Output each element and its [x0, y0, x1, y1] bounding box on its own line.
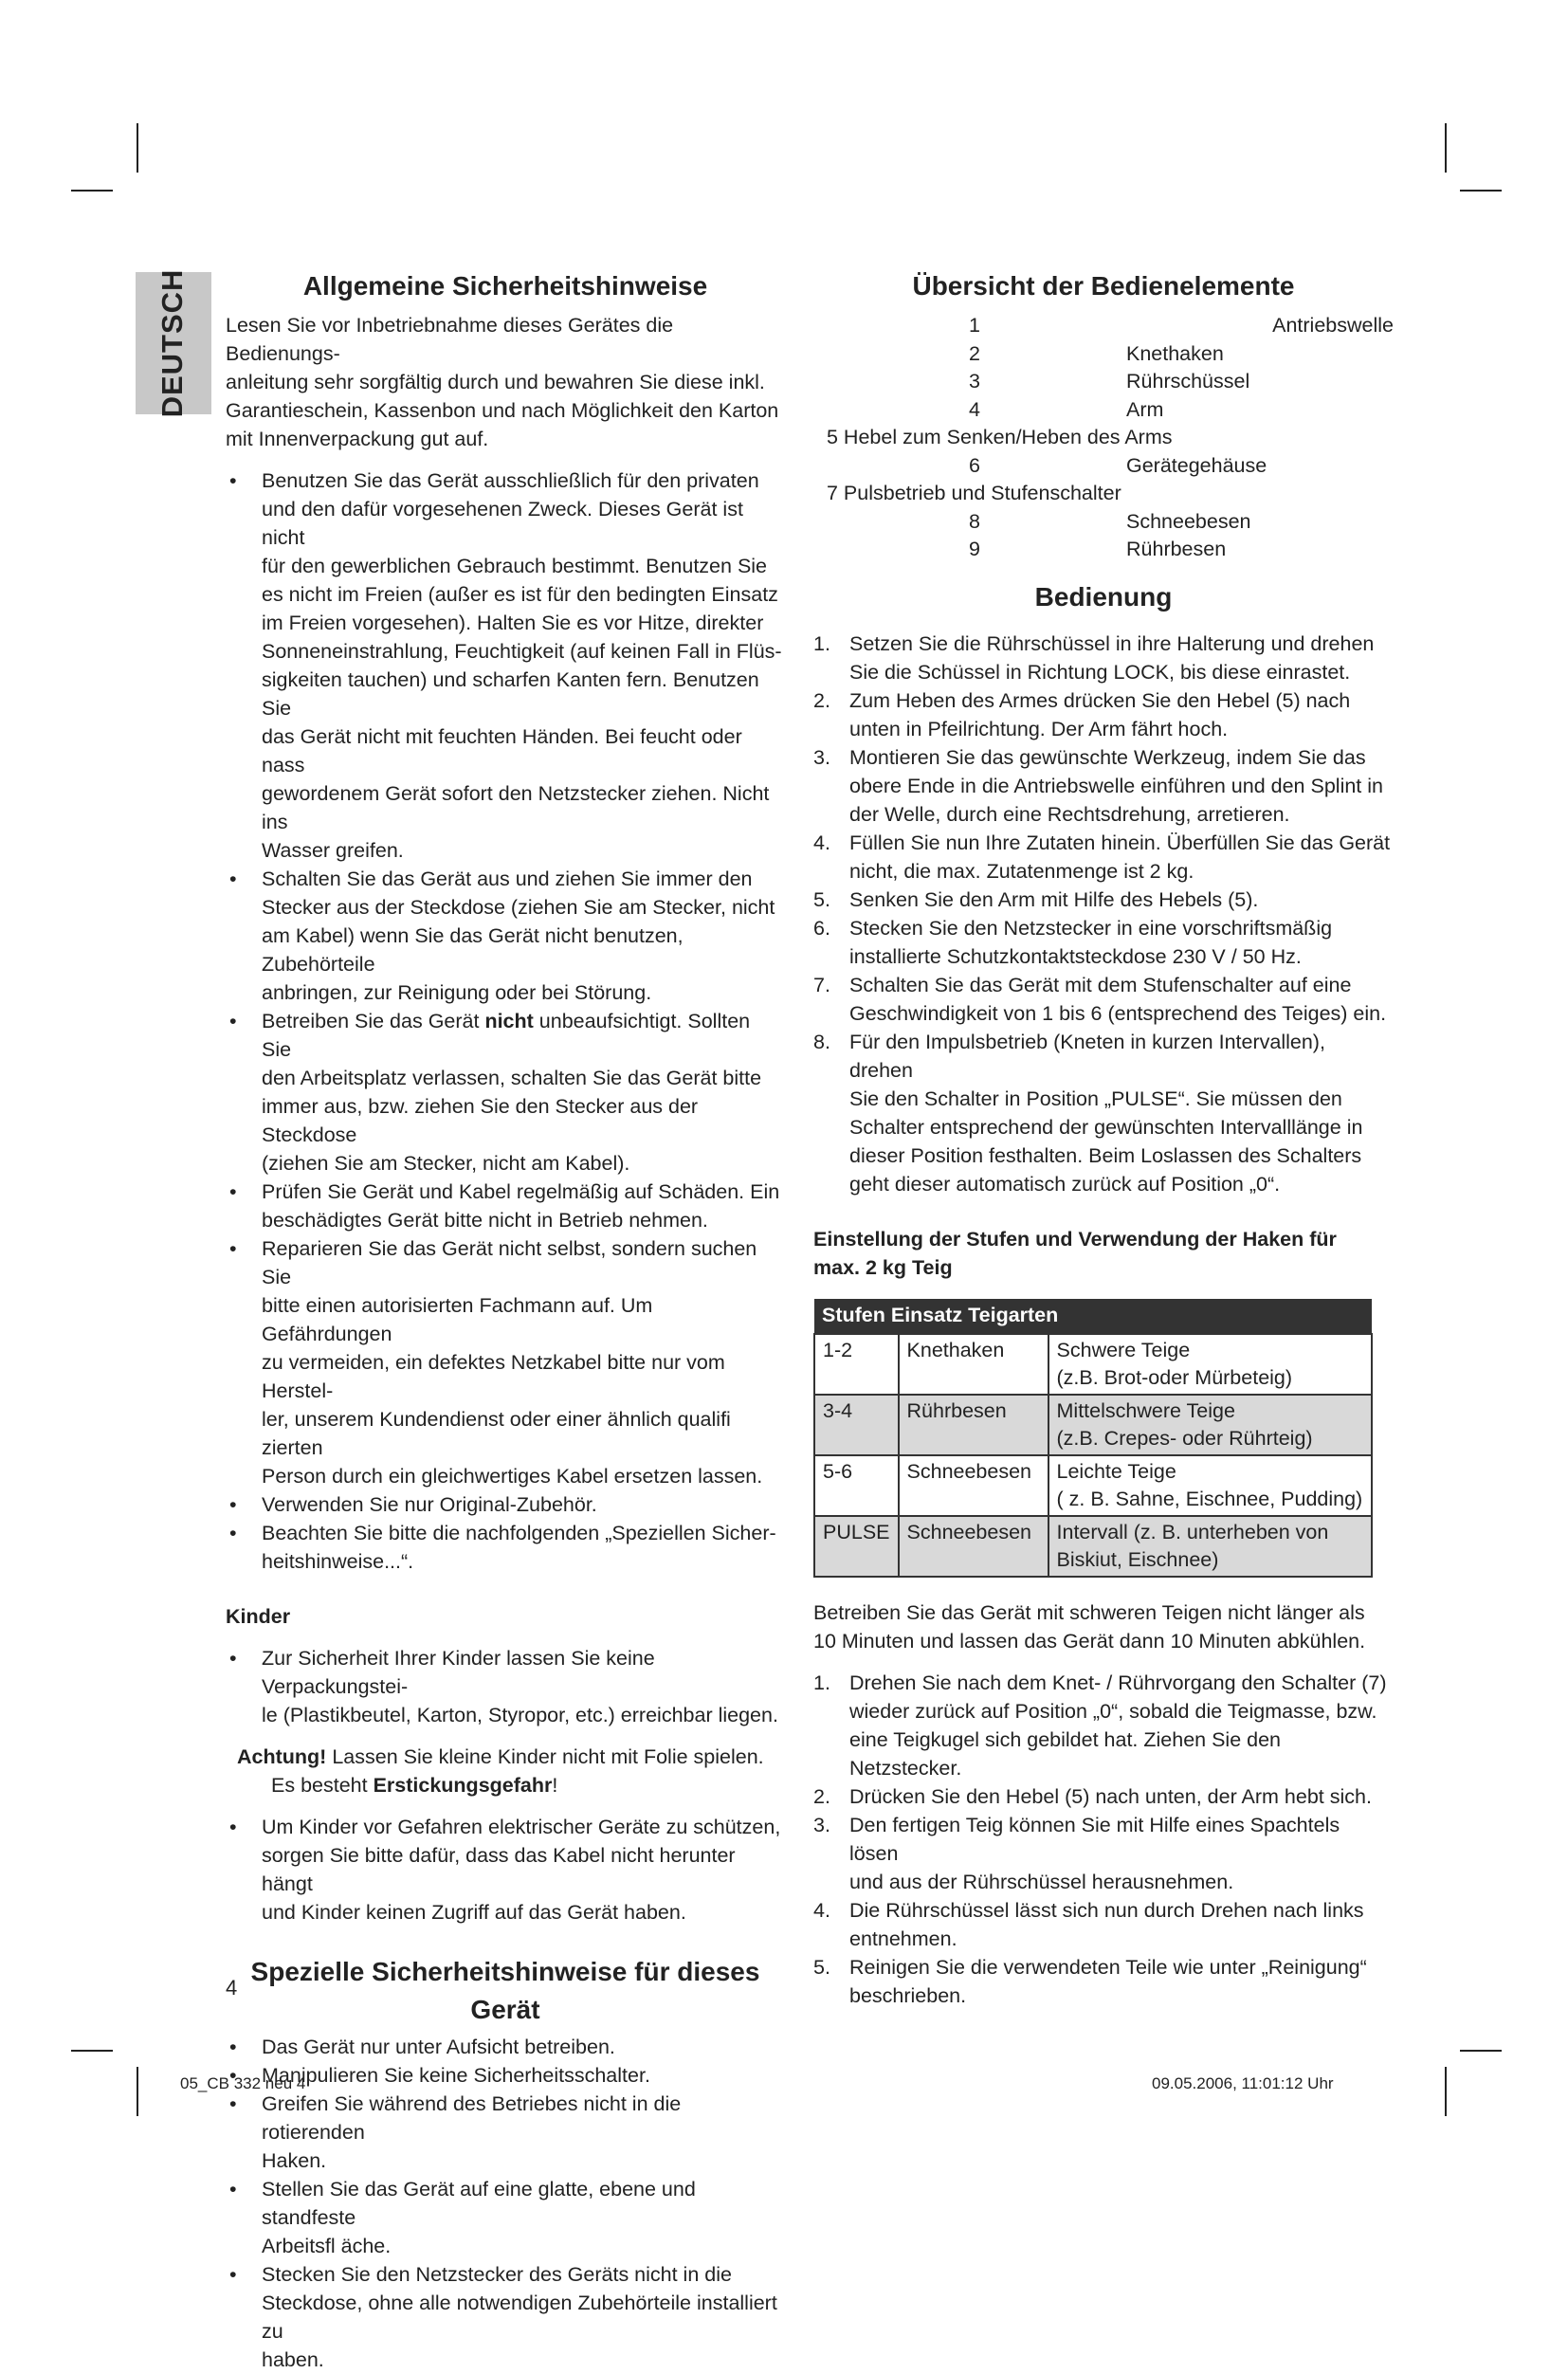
kinder-bullets — [226, 1644, 785, 1729]
overview-item: 8 Schneebesen — [969, 509, 1251, 533]
section-title-bedienung: Bedienung — [1034, 581, 1173, 612]
overview-item: 4 Arm — [969, 397, 1164, 421]
list-item: 2. Drücken Sie den Hebel (5) nach unten, der Arm hebt sich. — [813, 1784, 1372, 1808]
crop-mark — [1445, 2067, 1447, 2116]
list-item: 5. Reinigen Sie die verwendeten Teile wie unter „Reinigung“ beschrieben. — [813, 1955, 1367, 2007]
overview-item: 9 Rührbesen — [969, 538, 1227, 560]
section-title-special: Spezielle Sicherheitshinweise für dieses Gerät — [250, 1957, 760, 2024]
list-item: • Reparieren Sie das Gerät nicht selbst, sondern suchen Sie bitte einen autorisierten Fachmann auf. Um Gefährdungen zu vermeiden, ein defektes Netzkabel bitte nur vom Herstel- ler, unserem Kundendienst oder einer ähnlich qualifi zierten Person durch ein gleichwertiges Kabel ersetzen lassen. — [226, 1234, 785, 1490]
left-column — [226, 267, 785, 2374]
list-item: • Stecken Sie den Netzstecker des Geräts nicht in die Steckdose, ohne alle notwendigen Zubehörteile installiert zu haben. — [226, 2260, 785, 2374]
overview-item: 2 Knethaken — [969, 341, 1224, 365]
list-item: 4. Die Rührschüssel lässt sich nun durch Drehen nach links entnehmen. — [813, 1898, 1364, 1950]
footer-timestamp: 09.05.2006, 11:01:12 Uhr — [1152, 2074, 1334, 2092]
table-row: 1-2 Knethaken Schwere Teige (z.B. Brot-oder Mürbeteig) — [814, 1334, 1372, 1395]
language-tab-label: DEUTSCH — [155, 268, 189, 418]
list-item: 3. Montieren Sie das gewünschte Werkzeug, indem Sie das obere Ende in die Antriebswelle einführen und den Splint in der Welle, durch eine Rechtsdrehung, arretieren. — [813, 745, 1383, 826]
list-item: • Schalten Sie das Gerät aus und ziehen Sie immer den Stecker aus der Steckdose (ziehen Sie am Stecker, nicht am Kabel) wenn Sie das Gerät nicht benutzen, Zubehörteile anbringen, zur Reinigung oder bei Störung. — [226, 865, 785, 1007]
list-item: 8. Für den Impulsbetrieb (Kneten in kurzen Intervallen), drehen Sie den Schalter in Position „PULSE“. Sie müssen den Schalter entsprechend der gewünschten Intervalllänge in dieser Position festhalten. Beim Loslassen des Schalters geht dieser automatisch zurück auf Position „0“. — [813, 1030, 1363, 1196]
list-item: 6. Stecken Sie den Netzstecker in eine vorschriftsmäßig installierte Schutzkontaktsteckdose 230 V / 50 Hz. — [813, 916, 1333, 968]
page-number: 4 — [226, 1976, 238, 2000]
overview-item: 1 Antriebswelle — [969, 314, 1394, 337]
list-item: 7. Schalten Sie das Gerät mit dem Stufenschalter auf eine Geschwindigkeit von 1 bis 6 (entsprechend des Teiges) ein. — [813, 973, 1387, 1025]
list-item: • Um Kinder vor Gefahren elektrischer Geräte zu schützen, sorgen Sie bitte dafür, dass das Kabel nicht herunter hängt und Kinder keinen Zugriff auf das Gerät haben. — [226, 1813, 785, 1927]
special-bullets — [226, 2033, 785, 2374]
overview-item: 6 Gerätegehäuse — [969, 453, 1267, 477]
settings-table — [813, 1299, 1373, 1578]
safety-bullets — [226, 466, 785, 1576]
overview-item: 3 Rührschüssel — [969, 370, 1250, 393]
table-row: 5-6 Schneebesen Leichte Teige ( z. B. Sahne, Eischnee, Pudding) — [814, 1455, 1372, 1516]
list-item: 3. Den fertigen Teig können Sie mit Hilfe eines Spachtels lösen und aus der Rührschüssel herausnehmen. — [813, 1813, 1340, 1893]
list-item: • Verwenden Sie nur Original-Zubehör. — [226, 1490, 785, 1519]
kinder-heading: Kinder — [226, 1605, 291, 1628]
list-item: 1. Drehen Sie nach dem Knet- / Rührvorgang den Schalter (7) wieder zurück auf Position „0“, sobald die Teigmasse, bzw. eine Teigkugel sich gebildet hat. Ziehen Sie den Netzstecker. — [813, 1671, 1387, 1780]
crop-mark — [71, 190, 113, 192]
list-item: • Manipulieren Sie keine Sicherheitsschalter. — [226, 2061, 785, 2090]
overview-item: 5 Hebel zum Senken/Heben des Arms — [827, 426, 1173, 448]
list-item: 5. Senken Sie den Arm mit Hilfe des Hebels (5). — [813, 887, 1259, 911]
list-item: • Betreiben Sie das Gerät nicht unbeaufsichtigt. Sollten Sie den Arbeitsplatz verlassen, schalten Sie das Gerät bitte immer aus, bzw. ziehen Sie den Stecker aus der Steckdose (ziehen Sie am Stecker, nicht am Kabel). — [226, 1007, 785, 1178]
list-item: 4. Füllen Sie nun Ihre Zutaten hinein. Überfüllen Sie das Gerät nicht, die max. Zutatenmenge ist 2 kg. — [813, 831, 1391, 883]
finish-steps — [813, 1669, 1394, 2010]
settings-heading: Einstellung der Stufen und Verwendung der Haken für max. 2 kg Teig — [813, 1227, 1337, 1279]
section-title-overview: Übersicht der Bedienelemente — [912, 271, 1295, 301]
list-item: 2. Zum Heben des Armes drücken Sie den Hebel (5) nach unten in Pfeilrichtung. Der Arm fährt hoch. — [813, 688, 1351, 740]
list-item: • Beachten Sie bitte die nachfolgenden „Speziellen Sicher- heitshinweise...“. — [226, 1519, 785, 1576]
table-row: 3-4 Rührbesen Mittelschwere Teige (z.B. Crepes- oder Rührteig) — [814, 1395, 1372, 1455]
list-item: • Stellen Sie das Gerät auf eine glatte, ebene und standfeste Arbeitsfl äche. — [226, 2175, 785, 2260]
table-header: Stufen Einsatz Teigarten — [814, 1299, 1372, 1334]
duration-note: Betreiben Sie das Gerät mit schweren Teigen nicht länger als 10 Minuten und lassen das Gerät dann 10 Minuten abkühlen. — [813, 1600, 1366, 1653]
crop-mark — [137, 2067, 138, 2116]
operation-steps — [813, 630, 1394, 1198]
table-row: PULSE Schneebesen Intervall (z. B. unterheben von Biskiut, Eischnee) — [814, 1516, 1372, 1577]
intro-paragraph: Lesen Sie vor Inbetriebnahme dieses Gerätes die Bedienungs- anleitung sehr sorgfältig durch und bewahren Sie diese inkl. Garantieschein, Kassenbon und nach Möglichkeit den Karton mit Innenverpackung gut auf. — [226, 314, 779, 450]
kinder-bullets-2 — [226, 1813, 785, 1927]
section-title-safety: Allgemeine Sicherheitshinweise — [302, 271, 708, 301]
crop-mark — [1445, 123, 1447, 173]
crop-mark — [1460, 190, 1502, 192]
warning-note: Achtung! Lassen Sie kleine Kinder nicht mit Folie spielen. Es besteht Erstickungsgefahr! — [237, 1745, 764, 1797]
list-item: • Das Gerät nur unter Aufsicht betreiben. — [226, 2033, 785, 2061]
footer-file-info: 05_CB 332 neu 4 — [180, 2074, 306, 2092]
right-column — [813, 267, 1394, 2010]
crop-mark — [137, 123, 138, 173]
list-item: • Greifen Sie während des Betriebes nicht in die rotierenden Haken. — [226, 2090, 785, 2175]
list-item: • Zur Sicherheit Ihrer Kinder lassen Sie keine Verpackungstei- le (Plastikbeutel, Karton, Styropor, etc.) erreichbar liegen. — [226, 1644, 785, 1729]
overview-item: 7 Pulsbetrieb und Stufenschalter — [827, 482, 1121, 504]
list-item: • Prüfen Sie Gerät und Kabel regelmäßig auf Schäden. Ein beschädigtes Gerät bitte nicht in Betrieb nehmen. — [226, 1178, 785, 1234]
list-item: • Benutzen Sie das Gerät ausschließlich für den privaten und den dafür vorgesehenen Zweck. Dieses Gerät ist nicht für den gewerblichen Gebrauch bestimmt. Benutzen Sie es nicht im Freien (außer es ist für den bedingten Einsatz im Freien vorgesehen). Halten Sie es vor Hitze, direkter Sonneneinstrahlung, Feuchtigkeit (auf keinen Fall in Flüs- sigkeiten tauchen) und scharfen Kanten fern. Benutzen Sie das Gerät nicht mit feuchten Händen. Bei feucht oder nass gewordenem Gerät sofort den Netzstecker ziehen. Nicht ins Wasser greifen. — [226, 466, 785, 865]
crop-mark — [1460, 2050, 1502, 2052]
overview-list — [813, 311, 1394, 563]
crop-mark — [71, 2050, 113, 2052]
list-item: 1. Setzen Sie die Rührschüssel in ihre Halterung und drehen Sie die Schüssel in Richtung LOCK, bis diese einrastet. — [813, 631, 1375, 684]
